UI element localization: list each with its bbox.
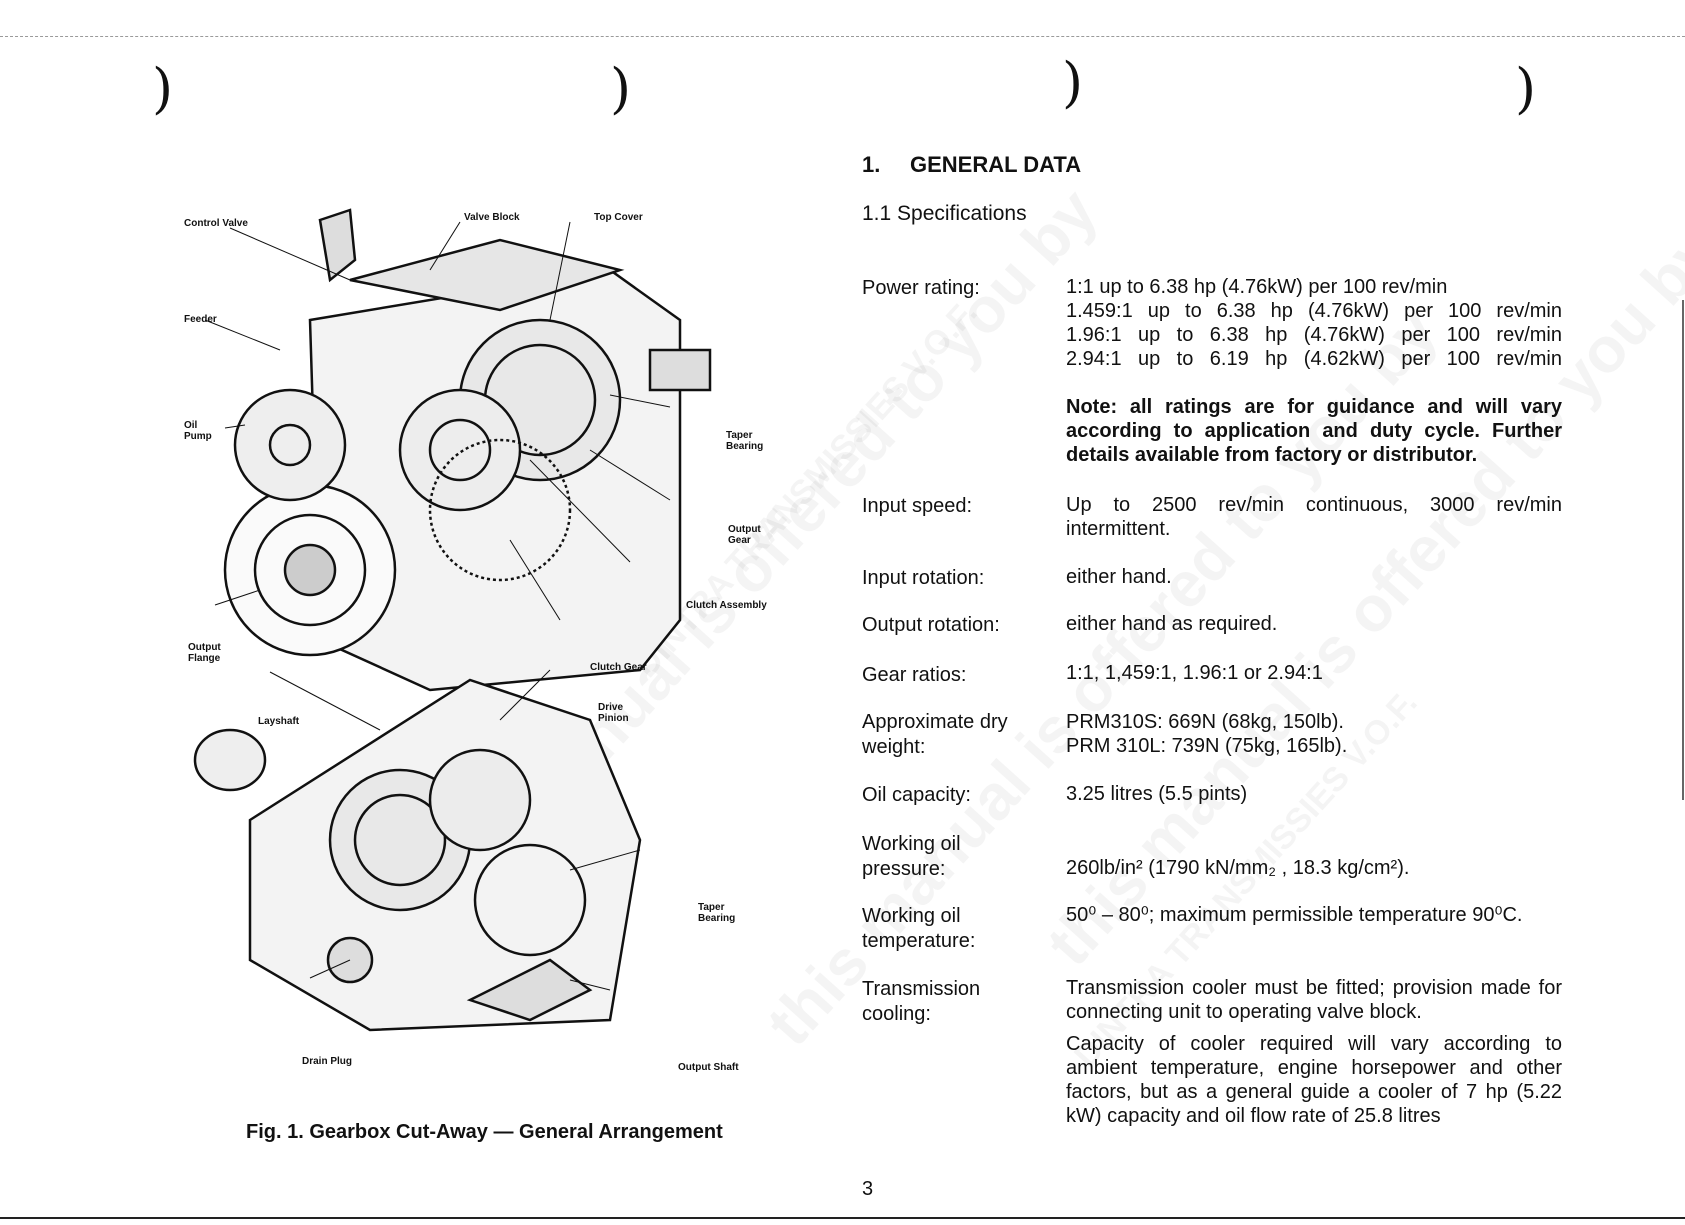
figure-caption: Fig. 1. Gearbox Cut-Away — General Arrangement [246,1121,723,1143]
binder-mark: ) [1515,57,1537,120]
spec-value-output-rotation: either hand as required. [1066,613,1278,635]
spec-label-input-rotation: Input rotation: [862,567,985,589]
power-rating-line: 1.96:1 up to 6.38 hp (4.76kW) per 100 rev/min [1066,324,1562,346]
spec-label-input-speed: Input speed: [862,495,973,517]
callout-control-valve: Control Valve [184,218,248,229]
callout-taper-bearing-lower: Taper Bearing [698,902,736,924]
spec-label-working-oil-temperature: Working oil temperature: [862,905,976,952]
power-rating-line: 2.94:1 up to 6.19 hp (4.62kW) per 100 rev/min [1066,348,1562,370]
spec-value-oil-capacity: 3.25 litres (5.5 pints) [1066,783,1248,805]
binder-mark: ) [610,57,632,120]
gearbox-cutaway-figure [170,200,770,1105]
binder-mark: ) [1062,51,1084,114]
spec-label-gear-ratios: Gear ratios: [862,664,967,686]
gearbox-illustration [170,200,770,1100]
callout-drain-plug: Drain Plug [302,1056,353,1067]
power-rating-line: 1:1 up to 6.38 hp (4.76kW) per 100 rev/min [1066,276,1448,298]
callout-layshaft: Layshaft [258,716,300,727]
spec-value-input-rotation: either hand. [1066,566,1172,588]
callout-clutch-gear: Clutch Gear [590,662,647,673]
spec-label-output-rotation: Output rotation: [862,614,1000,636]
subsection-title: 1.1 Specifications [862,202,1027,225]
dry-weight-line: PRM 310L: 739N (75kg, 165lb). [1066,735,1348,757]
callout-output-shaft: Output Shaft [678,1062,739,1073]
spec-label-transmission-cooling: Transmission cooling: [862,978,981,1025]
binder-mark: ) [152,57,174,120]
dry-weight-line: PRM310S: 669N (68kg, 150lb). [1066,711,1344,733]
spec-note: Note: all ratings are for guidance and will vary according to application and duty cycle. Further details available from factory or distributor. [1066,396,1562,466]
callout-clutch-assembly: Clutch Assembly [686,600,767,611]
spec-label-dry-weight: Approximate dry weight: [862,711,1008,758]
callout-top-cover: Top Cover [594,212,643,223]
power-rating-line: 1.459:1 up to 6.38 hp (4.76kW) per 100 rev/min [1066,300,1562,322]
spec-label-working-oil-pressure: Working oil pressure: [862,833,961,880]
spec-label-oil-capacity: Oil capacity: [862,784,971,806]
callout-feeder: Feeder [184,314,217,325]
callout-taper-bearing: Taper Bearing [726,430,764,452]
spec-value-working-oil-temperature: 50⁰ – 80⁰; maximum permissible temperature 90⁰C. [1066,904,1523,926]
right-edge-line [1682,300,1684,800]
callout-drive-pinion: Drive Pinion [598,702,629,724]
section-number: 1. [862,152,881,177]
spec-value-input-speed: Up to 2500 rev/min continuous, 3000 rev/min intermittent. [1066,494,1562,540]
top-edge-line [0,36,1685,37]
spec-value-gear-ratios: 1:1, 1,459:1, 1.96:1 or 2.94:1 [1066,662,1323,684]
spec-value-transmission-cooling: Transmission cooler must be fitted; provision made for connecting unit to operating valve block. [1066,977,1562,1023]
bottom-edge-line [0,1217,1685,1219]
page-number: 3 [862,1178,874,1200]
spec-value-dry-weight [1066,710,1562,758]
spec-label-power-rating: Power rating: [862,277,980,299]
callout-output-gear: Output Gear [728,524,761,546]
callout-valve-block: Valve Block [464,212,520,223]
callout-oil-pump: Oil Pump [184,420,212,442]
spec-value-power-rating [1066,275,1562,371]
spec-value-working-oil-pressure: 260lb/in² (1790 kN/mm₂ , 18.3 kg/cm²). [1066,857,1410,879]
section-title: GENERAL DATA [910,152,1082,177]
callout-output-flange: Output Flange [188,642,221,664]
spec-value-transmission-cooling-capacity: Capacity of cooler required will vary according to ambient temperature, engine horsepower and other factors, but as a general guide a cooler of 7 hp (5.22 kW) capacity and oil flow rate of 25.8 litres [1066,1033,1562,1127]
